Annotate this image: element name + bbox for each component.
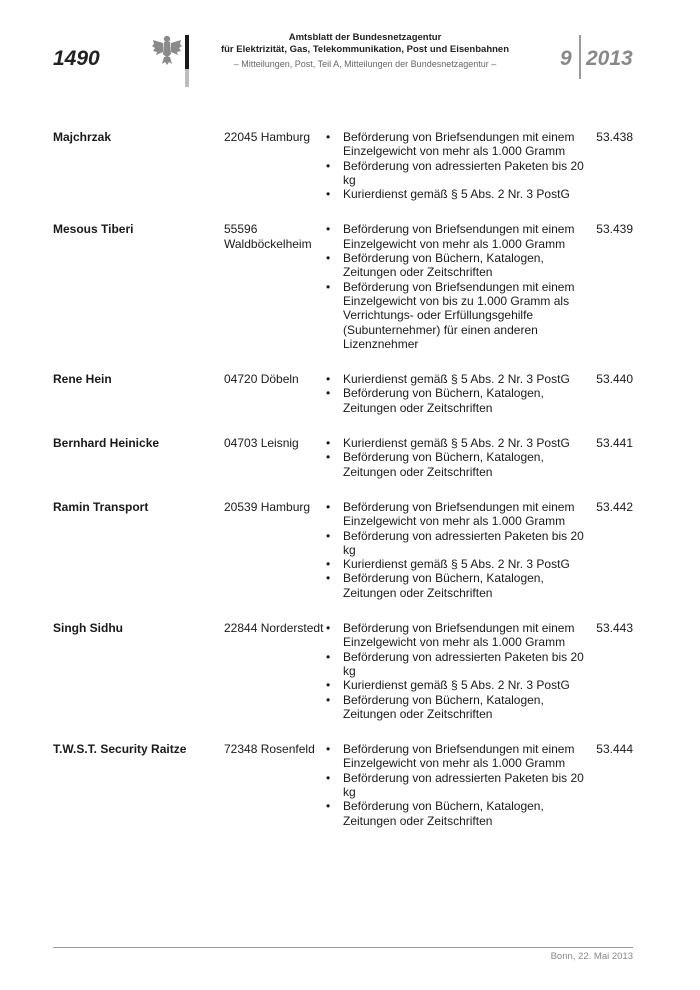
service-item: • Kurierdienst gemäß § 5 Abs. 2 Nr. 3 PostG	[326, 678, 590, 692]
service-item: • Beförderung von adressierten Paketen bis 20 kg	[326, 159, 590, 188]
gazette-subtitle: – Mitteilungen, Post, Teil A, Mitteilungen der Bundesnetzagentur –	[233, 59, 497, 69]
service-item: • Kurierdienst gemäß § 5 Abs. 2 Nr. 3 PostG	[326, 187, 590, 201]
service-item: • Beförderung von adressierten Paketen bis 20 kg	[326, 529, 590, 558]
service-list	[326, 742, 590, 828]
issue-year: 2013	[586, 47, 633, 70]
service-list	[326, 621, 590, 721]
service-item: • Beförderung von Briefsendungen mit einem Einzelgewicht von mehr als 1.000 Gramm	[326, 500, 590, 529]
service-list	[326, 372, 590, 415]
license-number: 53.438	[596, 130, 633, 144]
service-item: • Kurierdienst gemäß § 5 Abs. 2 Nr. 3 PostG	[326, 372, 590, 386]
gazette-title	[200, 32, 530, 56]
register-entry	[53, 222, 633, 351]
service-item: • Beförderung von Briefsendungen mit einem Einzelgewicht von mehr als 1.000 Gramm	[326, 130, 590, 159]
service-item: • Beförderung von Briefsendungen mit einem Einzelgewicht von mehr als 1.000 Gramm	[326, 742, 590, 771]
licensee-name: Majchrzak	[53, 130, 112, 144]
service-item: • Kurierdienst gemäß § 5 Abs. 2 Nr. 3 PostG	[326, 436, 590, 450]
service-item: • Kurierdienst gemäß § 5 Abs. 2 Nr. 3 PostG	[326, 557, 590, 571]
service-item: • Beförderung von Büchern, Katalogen, Zeitungen oder Zeitschriften	[326, 450, 590, 479]
licensee-name: Ramin Transport	[53, 499, 149, 514]
license-number: 53.440	[596, 372, 633, 387]
federal-eagle-icon	[152, 34, 182, 66]
service-item: • Beförderung von Büchern, Katalogen, Zeitungen oder Zeitschriften	[326, 693, 590, 722]
service-item: • Beförderung von adressierten Paketen bis 20 kg	[326, 650, 590, 679]
issue-divider	[579, 35, 581, 79]
license-number: 53.441	[596, 436, 633, 451]
page-header	[0, 0, 700, 100]
licensee-name: Singh Sidhu	[53, 621, 123, 636]
license-register-list	[53, 130, 633, 849]
service-item: • Beförderung von Briefsendungen mit einem Einzelgewicht von bis zu 1.000 Gramm als Verrichtungs- oder Erfüllungsgehilfe (Subunternehmer) für einen anderen Lizenznehmer	[326, 280, 590, 351]
licensee-location: 04703 Leisnig	[224, 436, 299, 451]
service-item: • Beförderung von Büchern, Katalogen, Zeitungen oder Zeitschriften	[326, 251, 590, 280]
service-item: • Beförderung von Briefsendungen mit einem Einzelgewicht von mehr als 1.000 Gramm	[326, 621, 590, 650]
service-list	[326, 222, 590, 351]
flag-bar	[185, 35, 189, 87]
flag-bar-bottom	[185, 69, 189, 87]
issue-number: 9	[560, 47, 572, 70]
service-item: • Beförderung von adressierten Paketen bis 20 kg	[326, 771, 590, 800]
service-item: • Beförderung von Büchern, Katalogen, Zeitungen oder Zeitschriften	[326, 799, 590, 828]
flag-bar-middle	[185, 52, 189, 69]
register-entry	[53, 130, 633, 201]
license-number: 53.439	[596, 222, 633, 237]
page-number: 1490	[53, 47, 100, 70]
licensee-location: 22045 Hamburg	[224, 130, 311, 144]
footer-date: Bonn, 22. Mai 2013	[550, 951, 633, 962]
service-item: • Beförderung von Büchern, Katalogen, Zeitungen oder Zeitschriften	[326, 571, 590, 600]
licensee-name: Bernhard Heinicke	[53, 436, 160, 451]
register-entry	[53, 500, 633, 600]
licensee-location: 55596 Waldböckelheim	[224, 222, 312, 251]
license-number: 53.442	[596, 499, 633, 514]
register-entry	[53, 621, 633, 721]
register-entry	[53, 372, 633, 415]
licensee-location: 20539 Hamburg	[224, 499, 311, 514]
license-number: 53.444	[596, 742, 633, 757]
gazette-title-line1: Amtsblatt der Bundesnetzagentur	[288, 32, 442, 43]
register-entry	[53, 436, 633, 479]
licensee-name: Rene Hein	[53, 372, 112, 387]
service-list	[326, 436, 590, 479]
register-entry	[53, 742, 633, 828]
licensee-location: 72348 Rosenfeld	[224, 742, 315, 757]
licensee-name: T.W.S.T. Security Raitze	[53, 742, 187, 757]
licensee-location: 22844 Norderstedt	[224, 621, 324, 636]
service-item: • Beförderung von Briefsendungen mit einem Einzelgewicht von mehr als 1.000 Gramm	[326, 222, 590, 251]
service-list	[326, 500, 590, 600]
service-list	[326, 130, 590, 201]
licensee-location: 04720 Döbeln	[224, 372, 299, 387]
footer-divider	[53, 947, 633, 948]
service-item: • Beförderung von Büchern, Katalogen, Zeitungen oder Zeitschriften	[326, 386, 590, 415]
license-number: 53.443	[596, 621, 633, 636]
licensee-name: Mesous Tiberi	[53, 222, 134, 237]
gazette-title-line2: für Elektrizität, Gas, Telekommunikation, Post und Eisenbahnen	[220, 44, 510, 55]
